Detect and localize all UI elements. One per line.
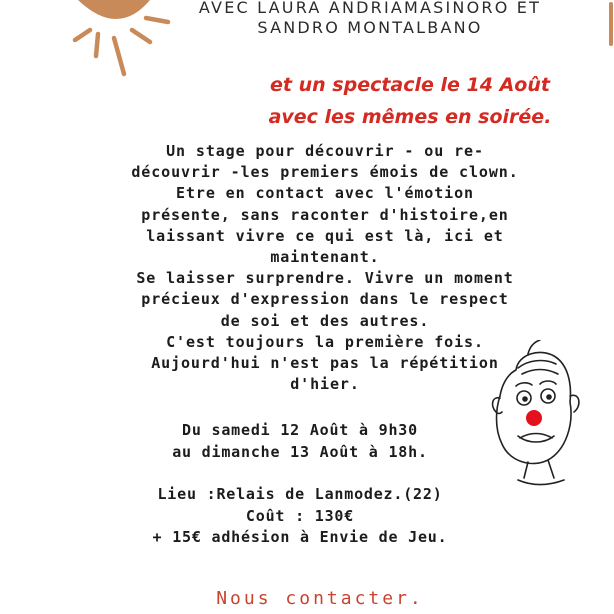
- description-line: Aujourd'hui n'est pas la répétition: [151, 354, 499, 373]
- description-line: Se laisser surprendre. Vivre un moment: [136, 269, 514, 288]
- show-line-1: et un spectacle le 14 Août: [270, 74, 550, 96]
- venue-block: [110, 484, 490, 549]
- description-line: présente, sans raconter d'histoire,en: [141, 205, 509, 224]
- description-line: Un stage pour découvrir - ou re-: [166, 142, 484, 160]
- clown-face-icon: [488, 340, 584, 490]
- venue-place: Lieu :Relais de Lanmodez.(22): [157, 485, 443, 503]
- description-line: d'hier.: [290, 375, 360, 394]
- description-line: précieux d'expression dans le respect: [141, 290, 509, 309]
- venue-cost: Coût : 130€: [245, 506, 355, 525]
- date-end: au dimanche 13 Août à 18h.: [172, 442, 428, 461]
- description-line: maintenant.: [270, 248, 380, 267]
- description-line: de soi et des autres.: [220, 311, 430, 330]
- description-line: découvrir -les premiers émois de clown.: [131, 163, 519, 182]
- description-block: [100, 141, 550, 395]
- show-line-2: avec les mêmes en soirée.: [268, 106, 552, 128]
- header-line-2: SANDRO MONTALBANO: [257, 18, 483, 37]
- description-line: laissant vivre ce qui est là, ici et: [146, 226, 504, 245]
- contact-label: Nous contacter.: [216, 588, 424, 609]
- description-line: Etre en contact avec l'émotion: [176, 184, 474, 203]
- description-line: C'est toujours la première fois.: [166, 332, 484, 351]
- date-start: Du samedi 12 Août à 9h30: [182, 421, 418, 439]
- venue-membership: + 15€ adhésion à Envie de Jeu.: [152, 528, 448, 546]
- header-line-1: AVEC LAURA ANDRIAMASINORO ET: [198, 0, 542, 17]
- dates-block: [110, 420, 490, 463]
